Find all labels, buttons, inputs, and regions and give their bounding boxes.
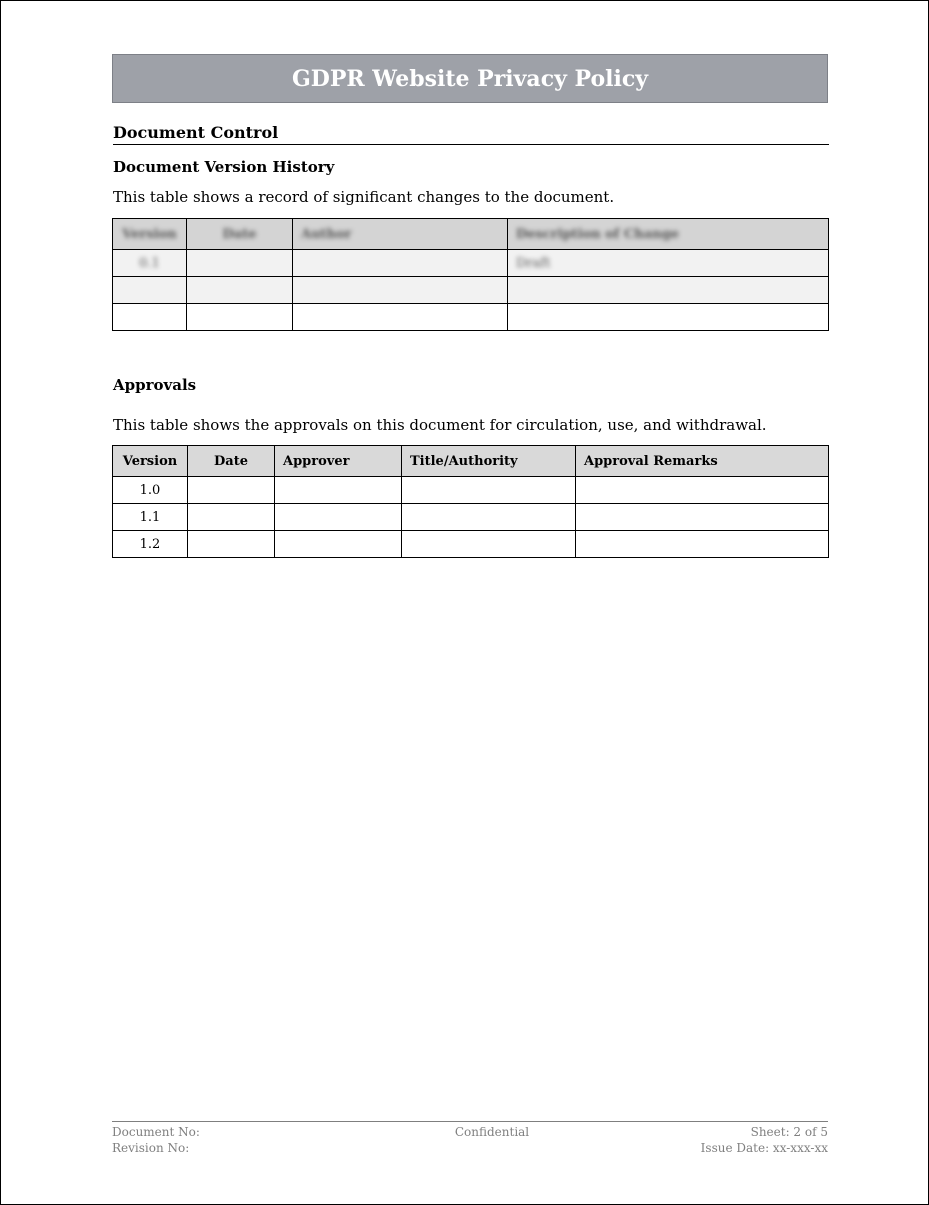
section-heading-document-control: Document Control <box>113 123 829 145</box>
footer-right <box>701 1124 828 1156</box>
footer-classification: Confidential <box>454 1125 530 1139</box>
table-cell <box>188 477 275 504</box>
subheading-approvals: Approvals <box>113 376 197 394</box>
table-cell <box>275 504 402 531</box>
table-cell <box>402 531 576 558</box>
subheading-version-history: Document Version History <box>113 158 335 176</box>
table-row <box>113 277 829 304</box>
table-cell <box>188 531 275 558</box>
table-cell <box>576 531 829 558</box>
table-cell <box>293 304 508 331</box>
column-header: Version <box>113 219 187 250</box>
table-header-row <box>113 446 829 477</box>
approvals-description: This table shows the approvals on this document for circulation, use, and withdrawal. <box>113 416 767 434</box>
column-header: Date <box>187 219 293 250</box>
column-header-version: Version <box>113 446 188 477</box>
table-cell <box>576 477 829 504</box>
version-history-description: This table shows a record of significant changes to the document. <box>113 188 615 206</box>
column-header: Description of Change <box>508 219 829 250</box>
approvals-table <box>112 445 829 558</box>
footer-revision-no: Revision No: <box>112 1141 190 1155</box>
table-cell <box>402 504 576 531</box>
document-title: GDPR Website Privacy Policy <box>112 54 828 103</box>
table-row <box>113 531 829 558</box>
table-cell-version: 1.0 <box>113 477 188 504</box>
page-footer <box>112 1121 828 1155</box>
table-cell <box>275 531 402 558</box>
table-cell <box>293 250 508 277</box>
table-row <box>113 304 829 331</box>
table-cell <box>187 277 293 304</box>
table-cell <box>508 304 829 331</box>
table-cell <box>293 277 508 304</box>
column-header-title-authority: Title/Authority <box>402 446 576 477</box>
table-cell <box>576 504 829 531</box>
column-header-approver: Approver <box>275 446 402 477</box>
table-cell <box>188 504 275 531</box>
footer-issue-date: Issue Date: xx-xxx-xx <box>700 1141 828 1155</box>
table-cell: 0.1 <box>113 250 187 277</box>
table-cell: Draft <box>508 250 829 277</box>
version-history-table <box>112 218 829 331</box>
footer-sheet: Sheet: 2 of 5 <box>750 1125 828 1139</box>
table-cell <box>275 477 402 504</box>
table-cell-version: 1.2 <box>113 531 188 558</box>
table-cell-version: 1.1 <box>113 504 188 531</box>
footer-document-no: Document No: <box>112 1125 200 1139</box>
table-cell <box>187 250 293 277</box>
table-header-row <box>113 219 829 250</box>
table-row <box>113 250 829 277</box>
column-header-date: Date <box>188 446 275 477</box>
table-row <box>113 504 829 531</box>
table-cell <box>402 477 576 504</box>
column-header: Author <box>293 219 508 250</box>
column-header-approval-remarks: Approval Remarks <box>576 446 829 477</box>
table-cell <box>187 304 293 331</box>
table-row <box>113 477 829 504</box>
table-cell <box>113 277 187 304</box>
table-cell <box>508 277 829 304</box>
table-cell <box>113 304 187 331</box>
